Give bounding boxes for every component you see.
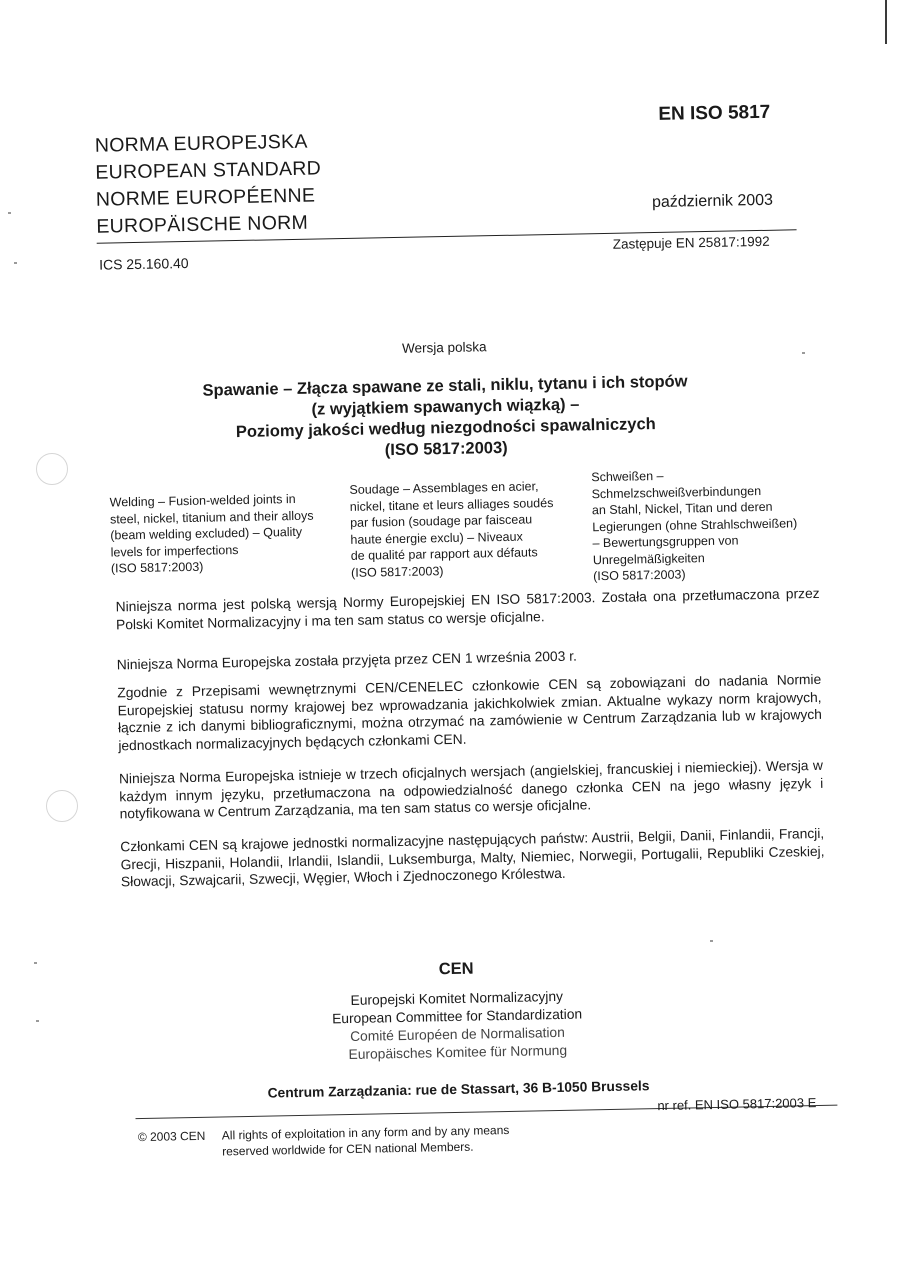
title-translation-fr xyxy=(349,477,581,580)
cen-names xyxy=(7,981,899,1070)
translation-line: Schweißen – xyxy=(591,468,664,485)
cen-name-en: European Committee for Standardization xyxy=(331,1006,583,1027)
title-line: (z wyjątkiem spawanych wiązką) – xyxy=(311,395,580,419)
ics-code: ICS 25.160.40 xyxy=(98,254,189,273)
translation-line: haute énergie exclu) – Niveaux xyxy=(350,529,523,547)
translation-line: steel, nickel, titanium and their alloys xyxy=(109,508,314,527)
standard-names xyxy=(95,128,323,240)
cen-name-de: Europäisches Komitee für Normung xyxy=(348,1042,568,1063)
title-line: (ISO 5817:2003) xyxy=(384,438,508,460)
translation-line: Soudage – Assemblages en acier, xyxy=(349,479,539,497)
paragraph-members: Członkami CEN są krajowe jednostki normalizacyjne następujących państw: Austrii, Belgii, Danii, Finlandii, Francji, Grecji, Hiszpanii, Holandii, Irlandii, Islandii, Luksemburga, Malty, Niemiec, Norwegii, Portugalii, Republiki Czeskiej, Słowacji, Szwajcarii, Szwecji, Węgier, Włoch i Zjednoczonego Królestwa. xyxy=(120,825,825,890)
standard-name-en: EUROPEAN STANDARD xyxy=(95,157,322,184)
paragraph-official-versions: Niniejsza Norma Europejska istnieje w trzech oficjalnych wersjach (angielskiej, francuskiej i niemieckiej). Wersja w każdym innym języku, przetłumaczona na odpowiedzialność danego członka CEN na jego własny język i notyfikowana w Centrum Zarządzania, ma ten sam status co wersje oficjalne. xyxy=(118,757,824,822)
title-translation-de xyxy=(591,465,829,585)
cen-name-pl: Europejski Komitet Normalizacyjny xyxy=(350,988,564,1008)
translation-line: an Stahl, Nickel, Titan und deren xyxy=(591,499,773,518)
document-title xyxy=(0,367,896,468)
paragraph-internal-regulations: Zgodnie z Przepisami wewnętrznymi CEN/CENELEC członkowie CEN są zobowiązani do nadania Normie Europejskiej statusu normy krajowej bez wprowadzania jakichkolwiek zmian. Aktualne wykazy norm krajowych, łącznie z ich danymi bibliograficznymi, można otrzymać na zamówienie w Centrum Zarządzania lub w krajowych jednostkach normalizacyjnych będących członkami CEN. xyxy=(117,671,823,753)
publication-date: październik 2003 xyxy=(651,191,774,212)
title-line: Poziomy jakości według niezgodności spawalniczych xyxy=(235,415,656,442)
translation-line: de qualité par rapport aux défauts xyxy=(350,545,538,563)
translation-line: Welding – Fusion-welded joints in xyxy=(109,491,296,510)
title-line: Spawanie – Złącza spawane ze stali, niklu, tytanu i ich stopów xyxy=(202,372,688,400)
rights-notice: All rights of exploitation in any form and by any means reserved worldwide for CEN national Members. xyxy=(221,1122,510,1158)
paragraph-polish-version: Niniejsza norma jest polską wersją Normy Europejskiej EN ISO 5817:2003. Została ona przetłumaczona przez Polski Komitet Normalizacyjny i ma ten sam status co wersje oficjalne. xyxy=(115,585,820,632)
translation-line: (beam welding excluded) – Quality xyxy=(110,524,303,543)
translation-line: Unregelmäßigkeiten xyxy=(592,550,705,567)
version-label: Wersja polska xyxy=(401,339,487,356)
cen-logo: CEN xyxy=(438,959,474,979)
standard-name-fr: NORME EUROPÉENNE xyxy=(95,184,316,211)
translation-line: (ISO 5817:2003) xyxy=(593,567,686,584)
translation-line: levels for imperfections xyxy=(110,542,239,560)
translation-line: (ISO 5817:2003) xyxy=(350,563,444,580)
cen-name-fr: Comité Européen de Normalisation xyxy=(349,1024,565,1044)
standard-number: EN ISO 5817 xyxy=(658,101,771,125)
translation-line: – Bewertungsgruppen von xyxy=(592,533,739,551)
translation-line: Schmelzschweißverbindungen xyxy=(591,483,762,501)
reference-number: nr ref. EN ISO 5817:2003 E xyxy=(657,1095,817,1114)
translation-line: Legierungen (ohne Strahlschweißen) xyxy=(592,515,798,534)
translation-line: par fusion (soudage par faisceau xyxy=(349,512,533,530)
title-translation-en xyxy=(110,490,344,577)
paragraph-approval: Niniejsza Norma Europejska została przyjęta przez CEN 1 września 2003 r. xyxy=(116,648,577,673)
management-centre-address: Centrum Zarządzania: rue de Stassart, 36 B-1050 Brussels xyxy=(267,1078,650,1101)
replaces-note: Zastępuje EN 25817:1992 xyxy=(612,233,770,252)
translation-line: (ISO 5817:2003) xyxy=(110,559,204,576)
copyright-notice: © 2003 CEN xyxy=(137,1128,206,1145)
translation-line: nickel, titane et leurs alliages soudés xyxy=(349,495,554,514)
standard-name-pl: NORMA EUROPEJSKA xyxy=(94,130,308,157)
standard-name-de: EUROPÄISCHE NORM xyxy=(96,211,309,238)
